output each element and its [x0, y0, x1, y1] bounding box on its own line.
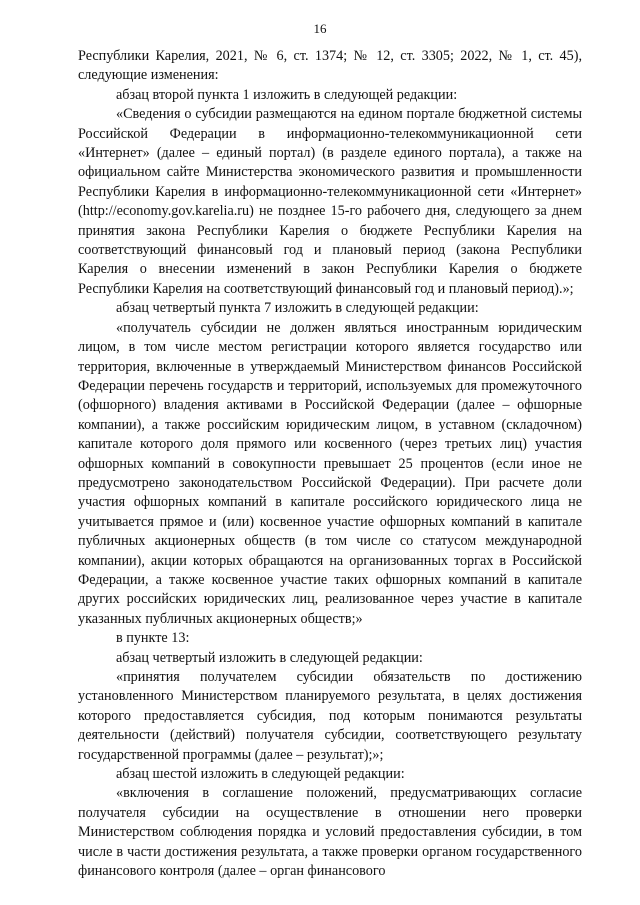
paragraph: «принятия получателем субсидии обязательств по достижению установленного Министерством планируемого результата, в целях достижения которого предоставляется субсидия, под которым понимаются результаты деятельности (действий) получателя субсидии, соответствующего результату государственной программы (далее – результат);»;: [78, 669, 582, 763]
paragraph: «включения в соглашение положений, предусматривающих согласие получателя субсидии на осуществление в отношении него проверки Министерством соблюдения порядка и условий предоставления субсидии, в том числе в части достижения результата, а также проверки органом государственного финансового контроля (далее – орган финансового: [78, 785, 582, 880]
paragraph: абзац второй пункта 1 изложить в следующей редакции:: [116, 86, 458, 103]
paragraph: в пункте 13:: [116, 630, 190, 647]
paragraph: «получатель субсидии не должен являться иностранным юридическим лицом, в том числе местом регистрации которого является государство или территория, включенные в утверждаемый Министерством финансов Российской Федерации перечень государств и территорий, используемых для промежуточного (офшорного) владения активами в Российской Федерации (далее – офшорные компании), а также российским юридическим лицом, в уставном (складочном) капитале которого доля прямого или косвенного (через третьих лиц) участия офшорных компаний в совокупности превышает 25 процентов (если иное не предусмотрено законодательством Российской Федерации). При расчете доли участия офшорных компаний в капитале российского юридического лица не учитывается прямое и (или) косвенное участие офшорных компаний в капитале публичных акционерных обществ (в том числе со статусом международной компании), акции которых обращаются на организованных торгах в Российской Федерации, а также косвенное участие таких офшорных компаний в капитале других российских юридических лиц, реализованное через участие в капитале указанных публичных акционерных обществ;»: [78, 319, 582, 627]
paragraph: абзац четвертый изложить в следующей редакции:: [116, 649, 423, 666]
page-number: 16: [313, 21, 327, 36]
paragraph: абзац шестой изложить в следующей редакции:: [116, 766, 405, 783]
paragraph: «Сведения о субсидии размещаются на едином портале бюджетной системы Российской Федерации в информационно-телекоммуникационной сети «Интернет» (далее – единый портал) (в разделе единого портала), а также на официальном сайте Министерства экономического развития и промышленности Республики Карелия в информационно-телекоммуникационной сети «Интернет» (http://economy.gov.karelia.ru) не позднее 15-го рабочего дня, следующего за днем принятия закона Республики Карелия о бюджете Республики Карелия на соответствующий финансовый год и плановый период (закона Республики Карелия о внесении изменений в закон Республики Карелия о бюджете Республики Карелия на соответствующий финансовый год и плановый период).»;: [78, 106, 582, 297]
paragraph: Республики Карелия, 2021, № 6, ст. 1374; № 12, ст. 3305; 2022, № 1, ст. 45), следующие изменения:: [78, 48, 582, 84]
paragraph: абзац четвертый пункта 7 изложить в следующей редакции:: [116, 300, 479, 317]
body-text: [78, 47, 582, 881]
